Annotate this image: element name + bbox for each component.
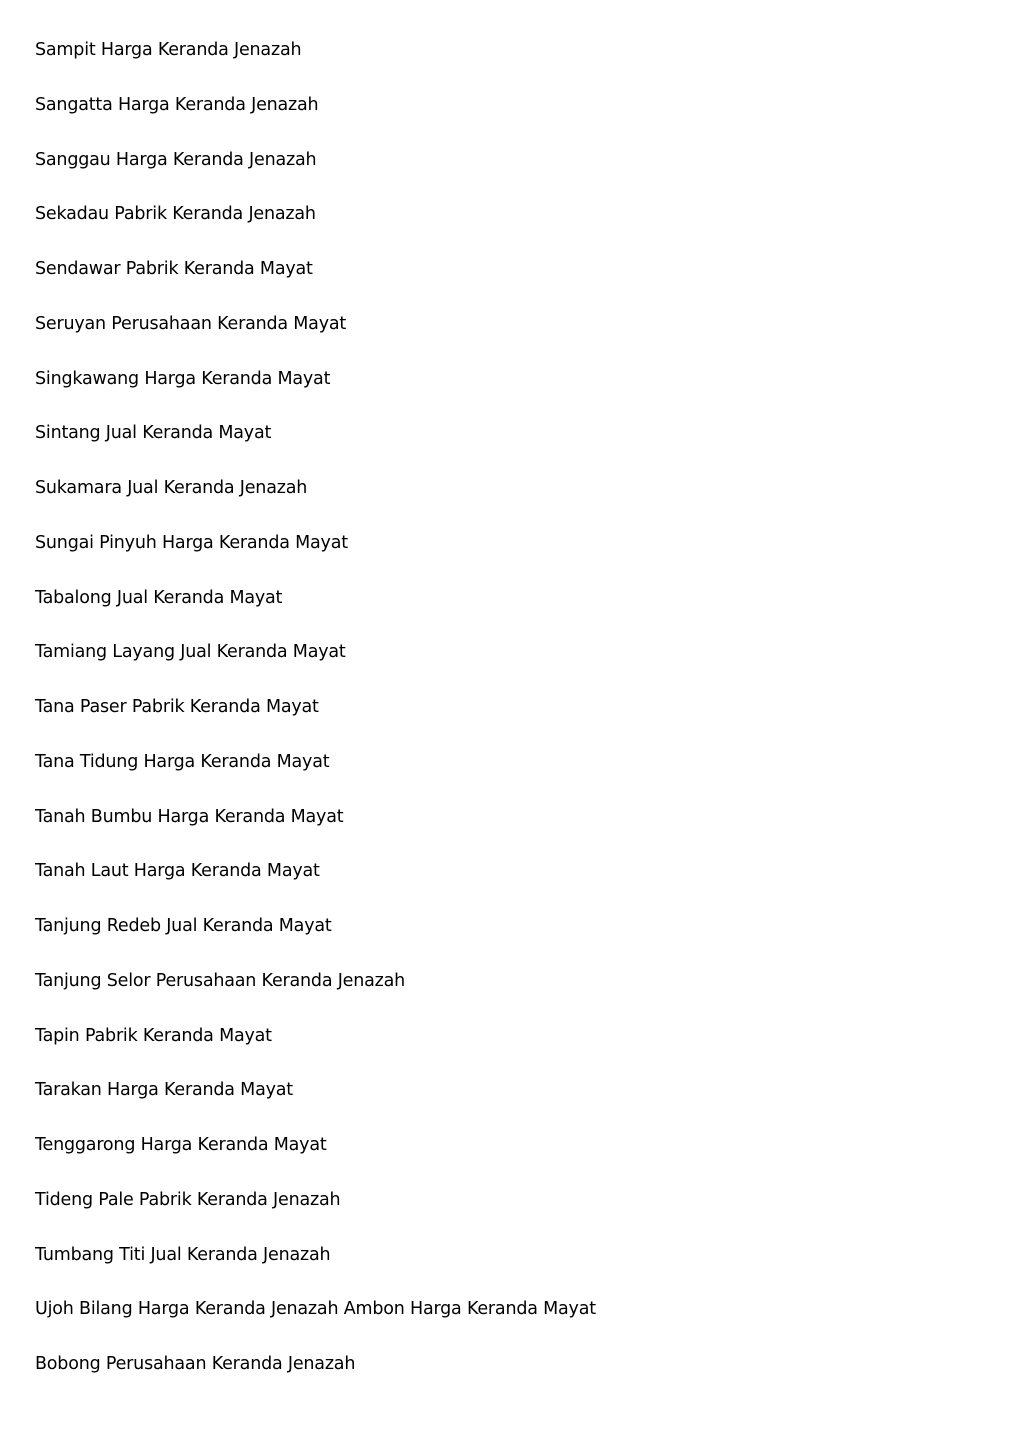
text-line: Ujoh Bilang Harga Keranda Jenazah Ambon Harga Keranda Mayat — [35, 1299, 596, 1320]
text-list — [35, 36, 596, 1405]
text-line: Tana Tidung Harga Keranda Mayat — [35, 751, 330, 772]
text-line: Tideng Pale Pabrik Keranda Jenazah — [35, 1189, 341, 1210]
text-line: Tabalong Jual Keranda Mayat — [35, 587, 283, 608]
text-line: Sekadau Pabrik Keranda Jenazah — [35, 204, 316, 225]
text-line: Sintang Jual Keranda Mayat — [35, 423, 272, 444]
text-line: Sukamara Jual Keranda Jenazah — [35, 478, 308, 498]
text-line: Tanjung Selor Perusahaan Keranda Jenazah — [35, 970, 406, 991]
text-line: Seruyan Perusahaan Keranda Mayat — [35, 313, 347, 334]
text-line: Sendawar Pabrik Keranda Mayat — [35, 259, 313, 279]
text-line: Tana Paser Pabrik Keranda Mayat — [35, 697, 319, 717]
text-line: Sampit Harga Keranda Jenazah — [35, 40, 302, 60]
text-line: Tenggarong Harga Keranda Mayat — [35, 1135, 327, 1155]
text-line: Singkawang Harga Keranda Mayat — [35, 368, 331, 389]
text-line: Tanjung Redeb Jual Keranda Mayat — [35, 916, 332, 936]
text-line: Tapin Pabrik Keranda Mayat — [35, 1025, 272, 1046]
text-line: Tamiang Layang Jual Keranda Mayat — [35, 642, 346, 663]
text-line: Tanah Laut Harga Keranda Mayat — [35, 861, 320, 882]
text-line: Bobong Perusahaan Keranda Jenazah — [35, 1354, 356, 1374]
text-line: Sanggau Harga Keranda Jenazah — [35, 149, 317, 170]
text-line: Tanah Bumbu Harga Keranda Mayat — [35, 806, 344, 827]
text-line: Tumbang Titi Jual Keranda Jenazah — [35, 1244, 331, 1265]
text-line: Tarakan Harga Keranda Mayat — [35, 1080, 293, 1101]
text-line: Sungai Pinyuh Harga Keranda Mayat — [35, 532, 348, 553]
text-line: Sangatta Harga Keranda Jenazah — [35, 94, 319, 115]
